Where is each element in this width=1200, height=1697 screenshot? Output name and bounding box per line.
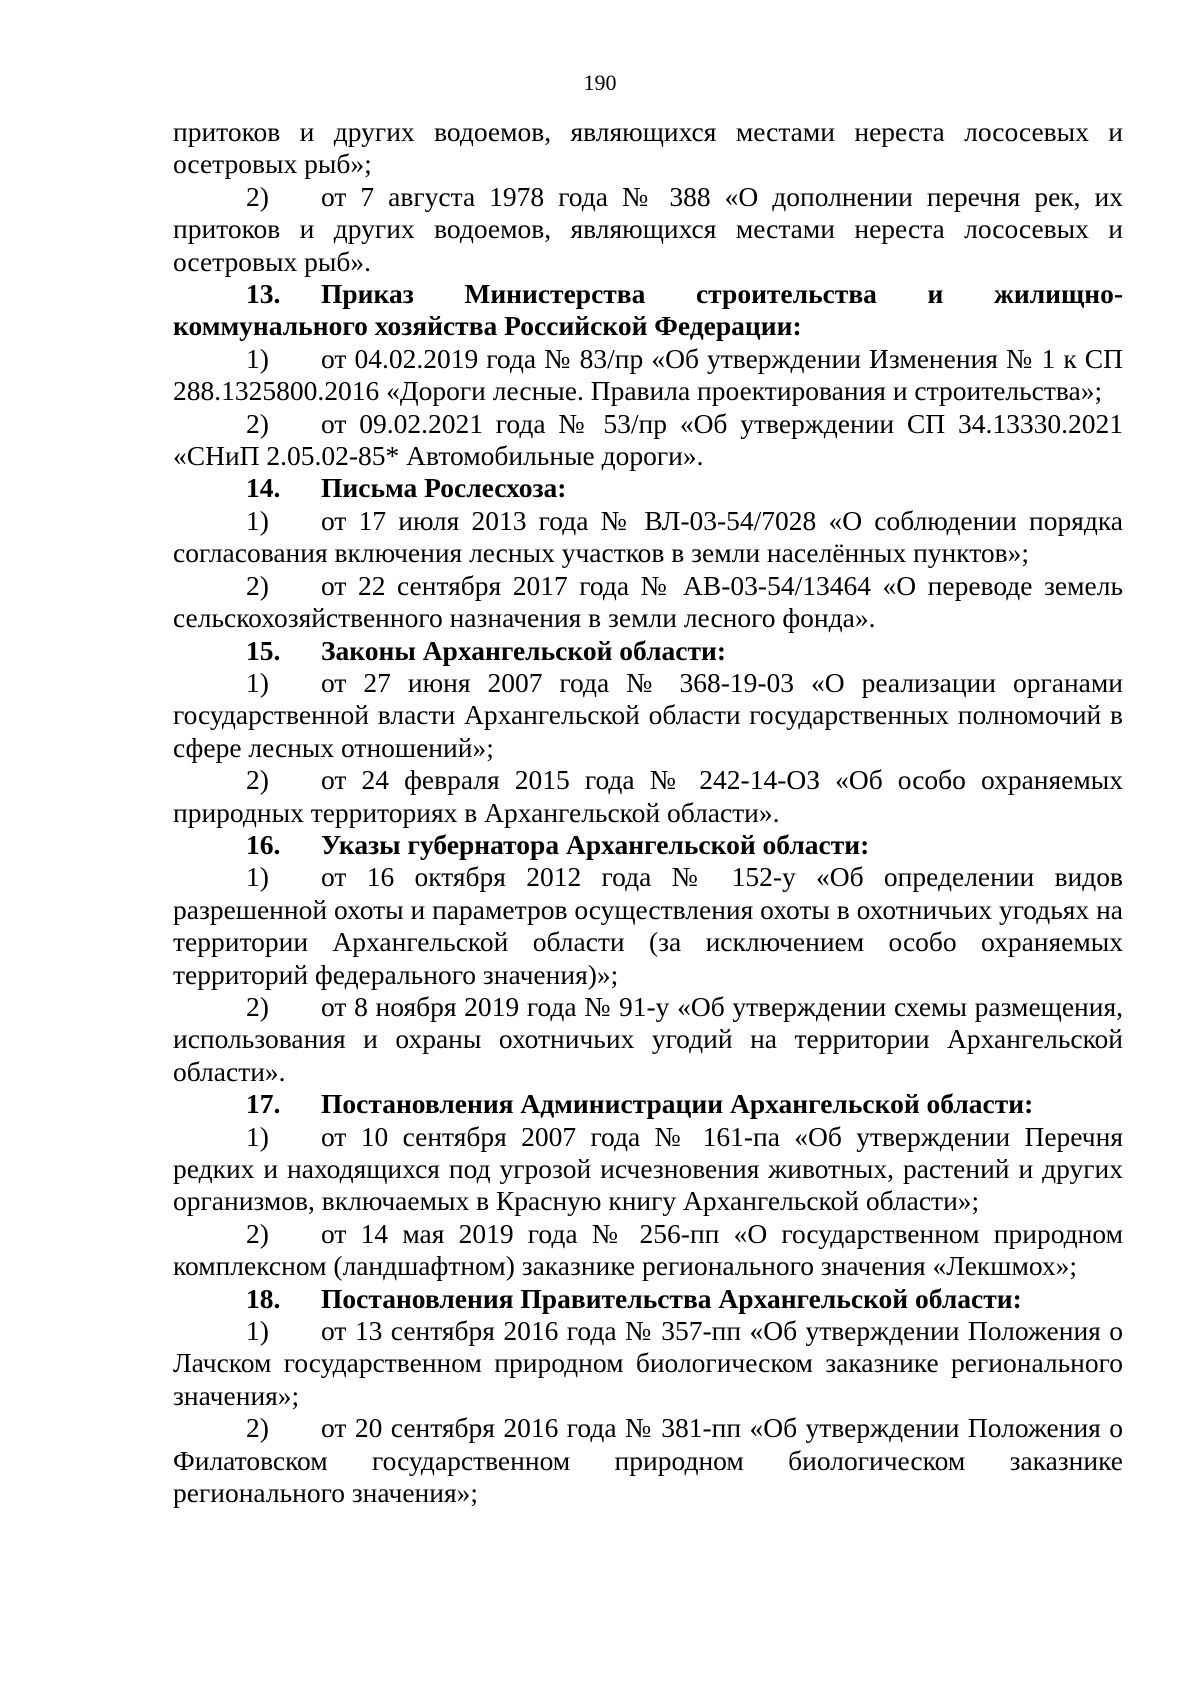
item-text: от 8 ноября 2019 года № 91-у «Об утверждении схемы размещения, использования и охраны охотничьих угодий на территории Архангельской области». xyxy=(173,990,1123,1087)
list-item xyxy=(173,667,1123,764)
page-number: 190 xyxy=(583,70,617,95)
section-number: 14. xyxy=(246,472,281,504)
list-item xyxy=(173,343,1123,408)
section-title: Указы губернатора Архангельской области: xyxy=(321,828,870,860)
list-item xyxy=(173,505,1123,570)
list-item xyxy=(173,570,1123,635)
section-title: Письма Рослесхоза: xyxy=(321,472,567,504)
item-number: 1) xyxy=(246,666,269,698)
section-title: Приказ Министерства строительства и жилищно-коммунального хозяйства Российской Федерации: xyxy=(173,278,1123,342)
section-heading xyxy=(173,829,1123,861)
item-number: 1) xyxy=(246,1120,269,1152)
item-text: от 16 октября 2012 года № 152-у «Об определении видов разрешенной охоты и параметров осуществления охоты в охотничьих угодьях на территории Архангельской области (за исключением особо охраняемых территорий федерального значения)»; xyxy=(173,861,1123,990)
section-number: 18. xyxy=(246,1282,281,1314)
item-number: 2) xyxy=(246,407,269,439)
item-number: 1) xyxy=(246,342,269,374)
list-item xyxy=(173,1412,1123,1509)
item-text: от 13 сентября 2016 года № 357-пп «Об утверждении Положения о Лачском государственном природном биологическом заказнике регионального значения»; xyxy=(173,1315,1123,1411)
section-heading xyxy=(173,635,1123,667)
item-text: от 14 мая 2019 года № 256-пп «О государственном природном комплексном (ландшафтном) заказнике регионального значения «Лекшмох»; xyxy=(173,1217,1123,1282)
item-text: от 20 сентября 2016 года № 381-пп «Об утверждении Положения о Филатовском государственном природном биологическом заказнике регионального значения»; xyxy=(173,1412,1123,1509)
continuation-paragraph xyxy=(173,116,1123,181)
item-number: 2) xyxy=(246,1412,269,1444)
section-title: Законы Архангельской области: xyxy=(321,634,726,666)
list-item xyxy=(173,861,1123,991)
document-body xyxy=(173,116,1123,1509)
section-heading xyxy=(173,1088,1123,1120)
list-item xyxy=(173,181,1123,278)
item-number: 1) xyxy=(246,1315,269,1347)
item-text: от 7 августа 1978 года № 388 «О дополнении перечня рек, их притоков и других водоемов, являющихся местами нереста лососевых и осетровых рыб». xyxy=(173,180,1123,277)
section-number: 17. xyxy=(246,1088,281,1120)
section-title: Постановления Администрации Архангельской области: xyxy=(321,1088,1034,1120)
paragraph-text: притоков и других водоемов, являющихся местами нереста лососевых и осетровых рыб»; xyxy=(173,116,1123,180)
list-item xyxy=(173,1315,1123,1412)
list-item xyxy=(173,991,1123,1088)
list-item xyxy=(173,408,1123,473)
item-text: от 27 июня 2007 года № 368-19-03 «О реализации органами государственной власти Архангельской области государственных полномочий в сфере лесных отношений»; xyxy=(173,666,1123,763)
list-item xyxy=(173,1218,1123,1283)
list-item xyxy=(173,1121,1123,1218)
item-number: 1) xyxy=(246,861,269,893)
item-number: 2) xyxy=(246,569,269,601)
item-text: от 04.02.2019 года № 83/пр «Об утверждении Изменения № 1 к СП 288.1325800.2016 «Дороги лесные. Правила проектирования и строительства»; xyxy=(173,342,1123,407)
item-number: 2) xyxy=(246,180,269,212)
item-number: 2) xyxy=(246,1217,269,1249)
item-text: от 10 сентября 2007 года № 161-па «Об утверждении Перечня редких и находящихся под угрозой исчезновения животных, растений и других организмов, включаемых в Красную книгу Архангельской области»; xyxy=(173,1120,1123,1217)
item-text: от 24 февраля 2015 года № 242-14-ОЗ «Об особо охраняемых природных территориях в Архангельской области». xyxy=(173,764,1123,828)
section-heading xyxy=(173,278,1123,343)
item-number: 1) xyxy=(246,504,269,536)
item-number: 2) xyxy=(246,764,269,796)
list-item xyxy=(173,764,1123,829)
section-heading xyxy=(173,472,1123,504)
item-number: 2) xyxy=(246,990,269,1022)
section-number: 15. xyxy=(246,634,281,666)
item-text: от 17 июля 2013 года № ВЛ-03-54/7028 «О соблюдении порядка согласования включения лесных участков в земли населённых пунктов»; xyxy=(173,504,1123,569)
item-text: от 09.02.2021 года № 53/пр «Об утверждении СП 34.13330.2021 «СНиП 2.05.02-85* Автомобильные дороги». xyxy=(173,407,1123,472)
section-heading xyxy=(173,1283,1123,1315)
item-text: от 22 сентября 2017 года № АВ-03-54/13464 «О переводе земель сельскохозяйственного назначения в земли лесного фонда». xyxy=(173,569,1123,634)
section-number: 16. xyxy=(246,828,281,860)
section-title: Постановления Правительства Архангельской области: xyxy=(321,1282,1022,1314)
section-number: 13. xyxy=(246,278,281,310)
